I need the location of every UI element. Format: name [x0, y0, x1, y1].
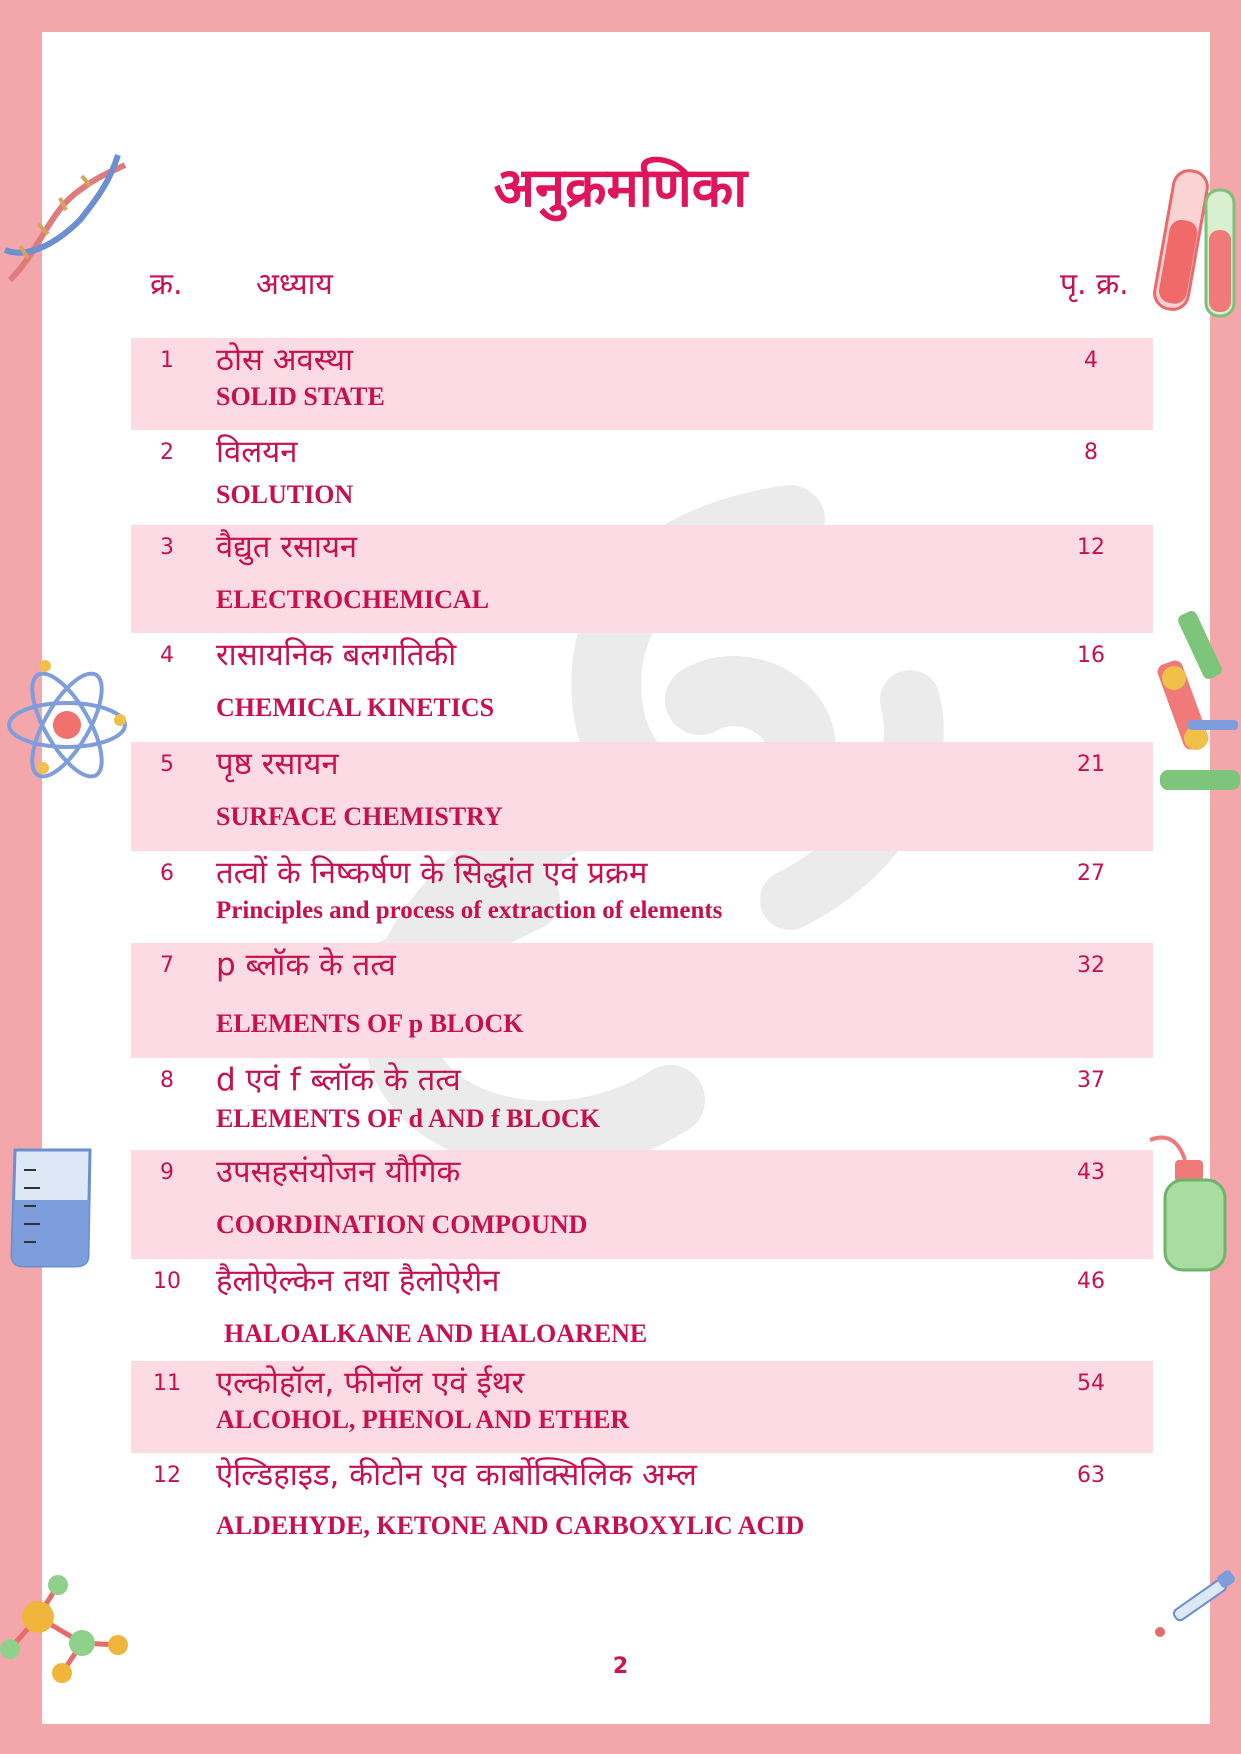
chapter-title-hindi: हैलोऐल्केन तथा हैलोऐरीन: [216, 1263, 500, 1299]
chapter-number: 11: [153, 1371, 181, 1396]
chapter-number: 6: [160, 861, 174, 886]
contents-table: [131, 338, 1153, 1561]
chapter-title-english: COORDINATION COMPOUND: [216, 1210, 588, 1239]
chapter-title-english: ALCOHOL, PHENOL AND ETHER: [216, 1405, 630, 1434]
chapter-title-english: ELEMENTS OF d AND f BLOCK: [216, 1104, 601, 1133]
microscope-icon: [1140, 600, 1241, 795]
chapter-title-hindi: तत्वों के निष्कर्षण के सिद्धांत एवं प्रक्रम: [216, 855, 648, 891]
wash-bottle-icon: [1145, 1130, 1241, 1275]
chapter-title-english: SOLUTION: [216, 480, 354, 509]
chapter-number: 7: [160, 953, 174, 978]
chapter-title-english: CHEMICAL KINETICS: [216, 693, 495, 722]
chapter-title-english: Principles and process of extraction of elements: [216, 897, 723, 924]
chapter-page-number: 32: [1077, 953, 1105, 978]
chapter-page-number: 21: [1077, 752, 1105, 777]
chapter-title-english: SURFACE CHEMISTRY: [216, 802, 503, 831]
chapter-number: 3: [160, 535, 174, 560]
chapter-title-english: HALOALKANE AND HALOARENE: [224, 1319, 648, 1348]
chapter-title-hindi: विलयन: [216, 434, 298, 470]
chapter-row: [131, 338, 1153, 430]
chapter-title-hindi: ठोस अवस्था: [216, 342, 354, 378]
chapter-number: 1: [160, 348, 174, 373]
chapter-column-header: अध्याय: [256, 267, 333, 302]
chapter-title-english: SOLID STATE: [216, 382, 385, 411]
chapter-row: [131, 525, 1153, 633]
chapter-row: [131, 1150, 1153, 1259]
chapter-number: 5: [160, 752, 174, 777]
chapter-number: 8: [160, 1068, 174, 1093]
chapter-row: [131, 1453, 1153, 1561]
chapter-row: [131, 430, 1153, 525]
chapter-number: 2: [160, 440, 174, 465]
chapter-title-english: ELECTROCHEMICAL: [216, 585, 490, 614]
chapter-title-hindi: d एवं f ब्लॉक के तत्व: [216, 1062, 461, 1098]
chapter-row: [131, 742, 1153, 851]
chapter-title-english: ALDEHYDE, KETONE AND CARBOXYLIC ACID: [216, 1511, 805, 1540]
chapter-title-english: ELEMENTS OF p BLOCK: [216, 1009, 524, 1038]
chapter-page-number: 63: [1077, 1463, 1105, 1488]
chapter-title-hindi: पृष्ठ रसायन: [216, 746, 339, 782]
chapter-title-hindi: उपसहसंयोजन यौगिक: [216, 1154, 461, 1190]
chapter-number: 9: [160, 1160, 174, 1185]
chapter-page-number: 46: [1077, 1269, 1105, 1294]
chapter-row: [131, 633, 1153, 742]
chapter-page-number: 37: [1077, 1068, 1105, 1093]
chapter-page-number: 27: [1077, 861, 1105, 886]
chapter-page-number: 16: [1077, 643, 1105, 668]
chapter-number: 10: [153, 1269, 181, 1294]
chapter-number: 12: [153, 1463, 181, 1488]
chapter-number: 4: [160, 643, 174, 668]
page-title: अनुक्रमणिका: [493, 156, 748, 219]
chapter-row: [131, 1058, 1153, 1150]
dropper-icon: [1150, 1570, 1241, 1640]
chapter-row: [131, 1361, 1153, 1453]
beaker-icon: [0, 1140, 100, 1270]
atom-icon: [5, 650, 140, 800]
page-column-header: पृ. क्र.: [1060, 267, 1129, 302]
page-number: 2: [612, 1654, 629, 1679]
chapter-title-hindi: वैद्युत रसायन: [216, 529, 358, 565]
chapter-title-hindi: ऐल्डिहाइड, कीटोन एव कार्बोक्सिलिक अम्ल: [216, 1457, 697, 1493]
serial-column-header: क्र.: [150, 267, 183, 302]
chapter-title-hindi: रासायनिक बलगतिकी: [216, 637, 457, 673]
chapter-title-hindi: p ब्लॉक के तत्व: [216, 947, 396, 983]
chapter-page-number: 43: [1077, 1160, 1105, 1185]
chapter-page-number: 8: [1084, 440, 1098, 465]
chapter-title-hindi: एल्कोहॉल, फीनॉल एवं ईथर: [216, 1365, 525, 1401]
chapter-page-number: 54: [1077, 1371, 1105, 1396]
chapter-row: [131, 943, 1153, 1058]
chapter-row: [131, 1259, 1153, 1361]
chapter-row: [131, 851, 1153, 943]
chapter-page-number: 4: [1084, 348, 1098, 373]
chapter-page-number: 12: [1077, 535, 1105, 560]
